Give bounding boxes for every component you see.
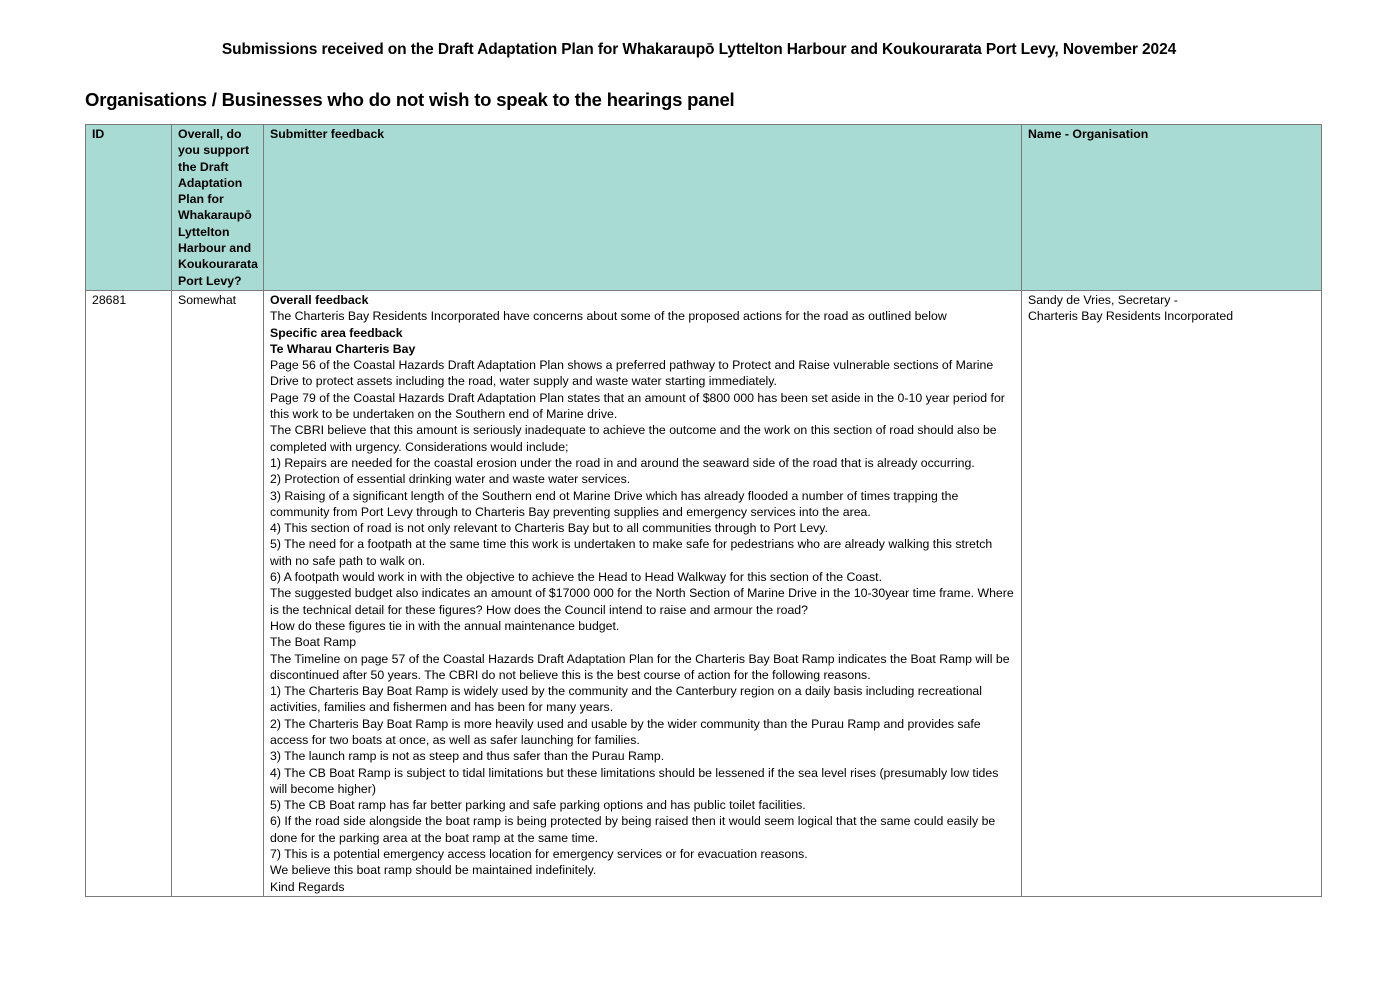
feedback-paragraph: 2) Protection of essential drinking water and waste water services. [270,472,631,487]
feedback-paragraph: 2) The Charteris Bay Boat Ramp is more heavily used and usable by the wider community than the Purau Ramp and provides safe access for two boats at once, as well as safer launching for families. [270,716,981,747]
feedback-paragraph: Kind Regards [270,879,345,894]
table-header-row [86,125,1322,291]
feedback-paragraph: 5) The need for a footpath at the same time this work is undertaken to make safe for pedestrians who are already walking this stretch with no safe path to walk on. [270,537,993,568]
submitter-name: Sandy de Vries, Secretary - [1028,292,1178,307]
feedback-paragraph: Page 56 of the Coastal Hazards Draft Adaptation Plan shows a preferred pathway to Protect and Raise vulnerable sections of Marine Drive to protect assets including the road, water supply and waste water starting immediately. [270,358,994,389]
feedback-paragraph: The Timeline on page 57 of the Coastal Hazards Draft Adaptation Plan for the Charteris Bay Boat Ramp indicates the Boat Ramp will be discontinued after 50 years. The CBRI do not believe this is the best course of action for the following reasons. [270,651,1010,682]
feedback-paragraph: 3) Raising of a significant length of the Southern end ot Marine Drive which has already flooded a number of times trapping the community from Port Levy through to Charteris Bay preventing supplies and emergency services into the area. [270,488,959,519]
column-header-support: Overall, do you support the Draft Adaptation Plan for Whakaraupō Lyttelton Harbour and Koukourarata Port Levy? [172,125,264,291]
feedback-paragraph: The Boat Ramp [270,635,357,650]
feedback-paragraph: The suggested budget also indicates an amount of $17000 000 for the North Section of Marine Drive in the 10-30year time frame. Where is the technical detail for these figures? How does the Council intend to raise and armour the road? [270,586,1014,617]
feedback-paragraph: 1) Repairs are needed for the coastal erosion under the road in and around the seaward side of the road that is already occurring. [270,455,975,470]
document-title: Submissions received on the Draft Adaptation Plan for Whakaraupō Lyttelton Harbour and Koukourarata Port Levy, November 2024 [221,41,1177,58]
feedback-paragraph: The Charteris Bay Residents Incorporated have concerns about some of the proposed actions for the road as outlined below [270,309,947,324]
feedback-paragraph: The CBRI believe that this amount is seriously inadequate to achieve the outcome and the work on this section of road should also be completed with urgency. Considerations would include; [270,423,997,454]
column-header-id: ID [86,125,172,291]
column-header-name-organisation: Name - Organisation [1022,125,1322,291]
support-level: Somewhat [172,290,264,896]
feedback-paragraph: 4) The CB Boat Ramp is subject to tidal limitations but these limitations should be lessened if the sea level rises (presumably low tides will become higher) [270,765,999,796]
feedback-paragraph: We believe this boat ramp should be maintained indefinitely. [270,863,597,878]
feedback-paragraph: 6) A footpath would work in with the objective to achieve the Head to Head Walkway for this section of the Coast. [270,570,882,585]
column-header-feedback: Submitter feedback [264,125,1022,291]
feedback-paragraph: How do these figures tie in with the annual maintenance budget. [270,618,620,633]
section-heading: Organisations / Businesses who do not wish to speak to the hearings panel [85,89,735,110]
feedback-paragraph: 1) The Charteris Bay Boat Ramp is widely used by the community and the Canterbury region on a daily basis including recreational activities, families and fishermen and has been for many years. [270,684,982,715]
feedback-paragraph: Page 79 of the Coastal Hazards Draft Adaptation Plan states that an amount of $800 000 has been set aside in the 0-10 year period for this work to be undertaken on the Southern end of Marine drive. [270,390,1005,422]
organisation-name: Charteris Bay Residents Incorporated [1028,309,1234,324]
feedback-paragraph: 3) The launch ramp is not as steep and thus safer than the Purau Ramp. [270,749,665,764]
submitter-name-organisation [1022,290,1322,896]
submissions-table [85,124,1322,897]
table-row [86,290,1322,896]
feedback-paragraph: 6) If the road side alongside the boat ramp is being protected by being raised then it would seem logical that the same could easily be done for the parking area at the boat ramp at the same time. [270,814,996,845]
feedback-heading: Overall feedback [270,292,369,307]
feedback-paragraph: 7) This is a potential emergency access location for emergency services or for evacuation reasons. [270,847,808,862]
feedback-paragraph: 5) The CB Boat ramp has far better parking and safe parking options and has public toilet facilities. [270,798,806,813]
feedback-heading: Specific area feedback [270,325,403,340]
feedback-heading: Te Wharau Charteris Bay [270,341,416,356]
feedback-paragraph: 4) This section of road is not only relevant to Charteris Bay but to all communities through to Port Levy. [270,521,828,536]
submitter-feedback [264,290,1022,896]
submission-id: 28681 [86,290,172,896]
